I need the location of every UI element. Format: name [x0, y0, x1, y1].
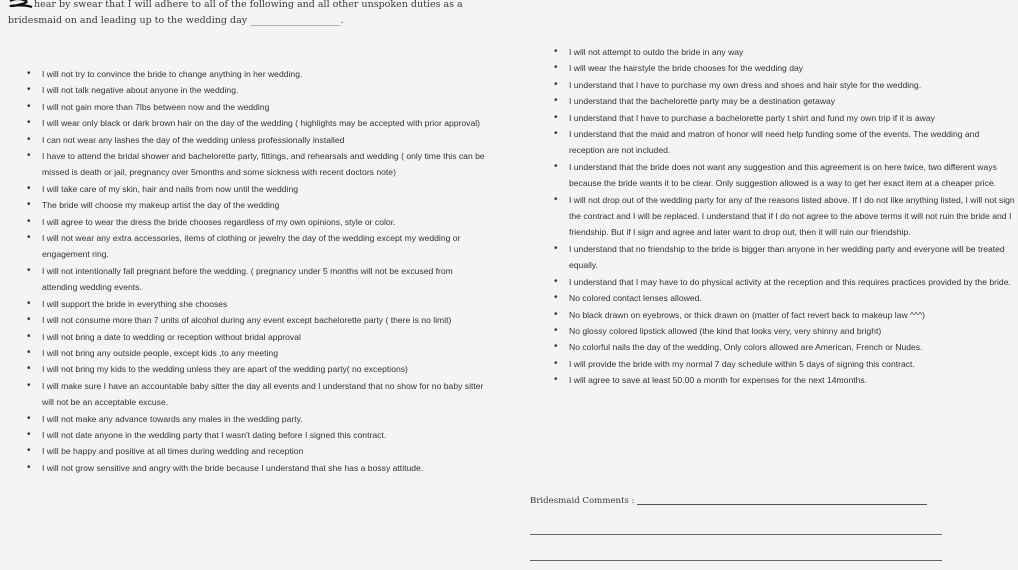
comments-line-1[interactable]	[637, 504, 927, 505]
comments-line-3[interactable]	[530, 560, 942, 561]
list-item: • I will agree to save at least 50.00 a month for expenses for the next 14months.	[553, 372, 1015, 388]
list-item: • I will not wear any extra accessories, items of clothing or jewelry the day of the wedding except my wedding or engagement ring.	[26, 230, 488, 263]
list-item: • I will not drop out of the wedding party for any of the reasons listed above. If I do not like anything listed, I will not sign the contract and I will be replaced. I understand that if I do not agree to the above terms it will not ruin the bride and I friendship. But if I sign and agree and later want to drop out, then it will ruin our friendship.	[553, 192, 1015, 241]
list-item: • I understand that the maid and matron of honor will need help funding some of the events. The wedding and reception are not included.	[553, 126, 1015, 159]
intro-paragraph	[8, 0, 528, 29]
list-item: • I understand that no friendship to the bride is bigger than anyone in her wedding party and everyone will be treated equally.	[553, 241, 1015, 274]
list-item: • I will be happy and positive at all times during wedding and reception	[26, 443, 488, 459]
list-item: • I will not try to convince the bride to change anything in her wedding.	[26, 66, 488, 82]
list-item: • I will not make any advance towards any males in the wedding party.	[26, 411, 488, 427]
list-item: • I will not bring any outside people, except kids ,to any meeting	[26, 345, 488, 361]
intro-text-line-1: hear by swear that I will adhere to all of the following and all other unspoken duties as a	[34, 0, 463, 10]
list-item: • I will not date anyone in the wedding party that I wasn't dating before I signed this contract.	[26, 427, 488, 443]
intro-line-1	[8, 0, 528, 13]
signature-scribble	[8, 0, 34, 8]
list-item: • I will not talk negative about anyone in the wedding.	[26, 82, 488, 98]
list-item: • I understand that the bachelorette party may be a destination getaway	[553, 93, 1015, 109]
list-item: • No glossy colored lipstick allowed (the kind that looks very, very shinny and bright)	[553, 323, 1015, 339]
list-item: • I will wear only black or dark brown hair on the day of the wedding ( highlights may be accepted with prior approval)	[26, 115, 488, 131]
list-item: • I can not wear any lashes the day of the wedding unless professionally installed	[26, 132, 488, 148]
list-item: • I will wear the hairstyle the bride chooses for the wedding day	[553, 60, 1015, 76]
list-item: • I understand that the bride does not want any suggestion and this agreement is on here twice, two different ways because the bride wants it to be clear. Only suggestion allowed is a way to get her exact item at a cheaper price.	[553, 159, 1015, 192]
list-item: • I will not bring my kids to the wedding unless they are apart of the wedding party( no exceptions)	[26, 361, 488, 377]
list-item: • I will take care of my skin, hair and nails from now until the wedding	[26, 181, 488, 197]
comments-line-2[interactable]	[530, 534, 942, 535]
comments-section	[530, 496, 950, 506]
list-item: • I will not consume more than 7 units of alcohol during any event except bachelorette party ( there is no limit)	[26, 312, 488, 328]
list-item: • I will not bring a date to wedding or reception without bridal approval	[26, 329, 488, 345]
list-item: • I will not gain more than 7lbs between now and the wedding	[26, 99, 488, 115]
list-item: • No colored contact lenses allowed.	[553, 290, 1015, 306]
list-item: • I will make sure I have an accountable baby sitter the day all events and I understand that no show for no baby sitter will not be an acceptable excuse.	[26, 378, 488, 411]
list-item: • I will not intentionally fall pregnant before the wedding. ( pregnancy under 5 months will not be excused from attending wedding events.	[26, 263, 488, 296]
list-item: • I will agree to wear the dress the bride chooses regardless of my own opinions, style or color.	[26, 214, 488, 230]
list-item: • I will not attempt to outdo the bride in any way	[553, 44, 1015, 60]
list-item: • I will not grow sensitive and angry with the bride because I understand that she has a bossy attitude.	[26, 460, 488, 476]
list-item: • The bride will choose my makeup artist the day of the wedding	[26, 197, 488, 213]
comments-label: Bridesmaid Comments :	[530, 496, 635, 506]
right-duties-list	[553, 44, 1015, 389]
list-item: • No colorful nails the day of the wedding, Only colors allowed are American, French or Nudes.	[553, 339, 1015, 355]
list-item: • I understand that I have to purchase my own dress and shoes and hair style for the wedding.	[553, 77, 1015, 93]
list-item: • I understand that I have to purchase a bachelorette party t shirt and fund my own trip if it is away	[553, 110, 1015, 126]
intro-line-2: bridesmaid on and leading up to the wedding day ___________________.	[8, 15, 344, 26]
list-item: • I will support the bride in everything she chooses	[26, 296, 488, 312]
left-duties-list	[26, 66, 488, 476]
list-item: • I will provide the bride with my normal 7 day schedule within 5 days of signing this contract.	[553, 356, 1015, 372]
list-item: • No black drawn on eyebrows, or thick drawn on (matter of fact revert back to makeup law ^^^)	[553, 307, 1015, 323]
list-item: • I have to attend the bridal shower and bachelorette party, fittings, and rehearsals and wedding ( only time this can be missed is death or jail, pregnancy over 5months and some sickness with recent doctors note)	[26, 148, 488, 181]
list-item: • I understand that I may have to do physical activity at the reception and this requires practices provided by the bride.	[553, 274, 1015, 290]
